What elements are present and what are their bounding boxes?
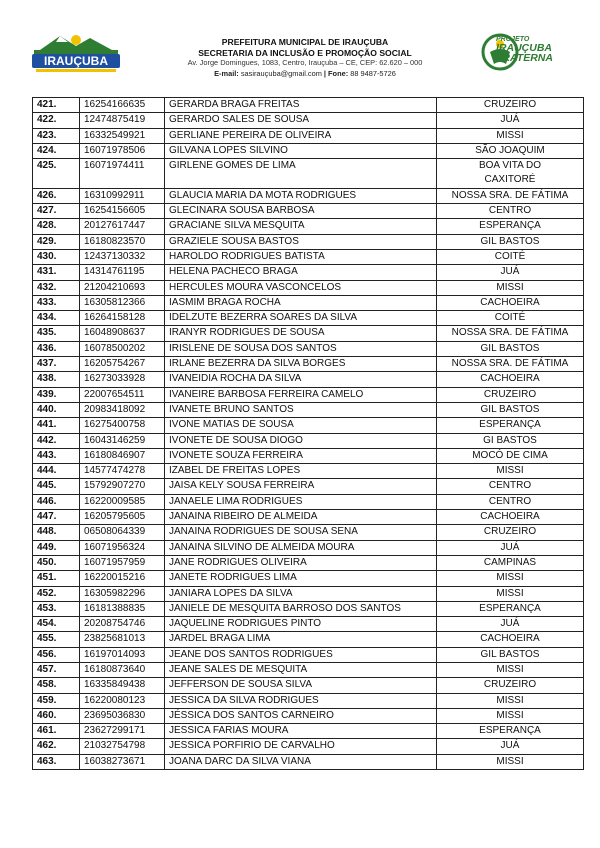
locality: MISSI [437, 128, 584, 143]
address-line: Av. Jorge Domingues, 1083, Centro, Irauçuba – CE, CEP: 62.620 – 000 [187, 58, 423, 67]
project-name-line-1: IRAUÇUBA [496, 42, 552, 54]
locality: MISSI [437, 693, 584, 708]
phone-label: | Fone: [323, 68, 349, 78]
nis-code: 16220009585 [80, 494, 165, 509]
table-row [33, 249, 584, 264]
letterhead [0, 0, 600, 92]
locality: NOSSA SRA. DE FÁTIMA [437, 357, 584, 372]
nis-code: 16071978506 [80, 143, 165, 158]
table-row [33, 647, 584, 662]
beneficiary-name: IVONE MATIAS DE SOUSA [165, 418, 437, 433]
table-row [33, 601, 584, 616]
beneficiary-name: IASMIM BRAGA ROCHA [165, 295, 437, 310]
row-number: 459. [33, 693, 80, 708]
beneficiary-name: JARDEL BRAGA LIMA [165, 632, 437, 647]
beneficiary-name: HELENA PACHECO BRAGA [165, 265, 437, 280]
locality: CENTRO [437, 479, 584, 494]
nis-code: 16220080123 [80, 693, 165, 708]
beneficiary-name: GILVANA LOPES SILVINO [165, 143, 437, 158]
beneficiary-table-body [33, 98, 584, 770]
table-row [33, 372, 584, 387]
locality: MISSI [437, 280, 584, 295]
secretaria-title: SECRETARIA DA INCLUSÃO E PROMOÇÃO SOCIAL [198, 47, 412, 58]
beneficiary-name: JEFFERSON DE SOUSA SILVA [165, 678, 437, 693]
locality: GIL BASTOS [437, 234, 584, 249]
locality: CACHOEIRA [437, 632, 584, 647]
row-number: 426. [33, 188, 80, 203]
nis-code: 23627299171 [80, 724, 165, 739]
nis-code: 16048908637 [80, 326, 165, 341]
beneficiary-name: IRLANE BEZERRA DA SILVA BORGES [165, 357, 437, 372]
row-number: 437. [33, 357, 80, 372]
locality: MISSI [437, 662, 584, 677]
row-number: 462. [33, 739, 80, 754]
locality: CENTRO [437, 204, 584, 219]
nis-code: 12474875419 [80, 113, 165, 128]
nis-code: 16254156605 [80, 204, 165, 219]
beneficiary-name: GERARDA BRAGA FREITAS [165, 98, 437, 113]
table-row [33, 265, 584, 280]
row-number: 455. [33, 632, 80, 647]
nis-code: 06508064339 [80, 525, 165, 540]
nis-code: 16275400758 [80, 418, 165, 433]
locality: ESPERANÇA [437, 601, 584, 616]
locality: NOSSA SRA. DE FÁTIMA [437, 326, 584, 341]
locality: ESPERANÇA [437, 418, 584, 433]
beneficiary-name: JEANE DOS SANTOS RODRIGUES [165, 647, 437, 662]
locality: CAMPINAS [437, 555, 584, 570]
table-row [33, 159, 584, 189]
email-value: sasirauçuba@gmail.com [240, 68, 322, 78]
beneficiary-name: GLAUCIA MARIA DA MOTA RODRIGUES [165, 188, 437, 203]
prefeitura-iraucuba-logo [30, 30, 122, 74]
table-row [33, 311, 584, 326]
table-row [33, 724, 584, 739]
table-row [33, 418, 584, 433]
letterhead-text [140, 37, 470, 79]
locality: GI BASTOS [437, 433, 584, 448]
row-number: 443. [33, 448, 80, 463]
project-name-line-2: FRATERNA [496, 52, 553, 64]
table-row [33, 540, 584, 555]
table-row [33, 98, 584, 113]
locality: CRUZEIRO [437, 387, 584, 402]
nis-code: 16038273671 [80, 754, 165, 769]
nis-code: 16273033928 [80, 372, 165, 387]
table-row [33, 402, 584, 417]
row-number: 451. [33, 571, 80, 586]
project-label: PROJETO [496, 36, 530, 43]
locality: JUÁ [437, 265, 584, 280]
beneficiary-name: IVANEIDIA ROCHA DA SILVA [165, 372, 437, 387]
locality: CRUZEIRO [437, 678, 584, 693]
row-number: 440. [33, 402, 80, 417]
locality: MISSI [437, 754, 584, 769]
nis-code: 16071974411 [80, 159, 165, 189]
beneficiary-name: GRACIANE SILVA MESQUITA [165, 219, 437, 234]
locality: GIL BASTOS [437, 341, 584, 356]
beneficiary-name: HERCULES MOURA VASCONCELOS [165, 280, 437, 295]
row-number: 461. [33, 724, 80, 739]
nis-code: 23825681013 [80, 632, 165, 647]
locality: CENTRO [437, 494, 584, 509]
nis-code: 16205795605 [80, 510, 165, 525]
row-number: 421. [33, 98, 80, 113]
nis-code: 16078500202 [80, 341, 165, 356]
table-row [33, 662, 584, 677]
row-number: 453. [33, 601, 80, 616]
nis-code: 21032754798 [80, 739, 165, 754]
beneficiary-name: JANETE RODRIGUES LIMA [165, 571, 437, 586]
beneficiary-name: JANIELE DE MESQUITA BARROSO DOS SANTOS [165, 601, 437, 616]
locality: JUÁ [437, 739, 584, 754]
table-row [33, 326, 584, 341]
row-number: 425. [33, 159, 80, 189]
row-number: 456. [33, 647, 80, 662]
beneficiary-name: JAQUELINE RODRIGUES PINTO [165, 617, 437, 632]
nis-code: 20983418092 [80, 402, 165, 417]
table-row [33, 708, 584, 723]
nis-code: 16310992911 [80, 188, 165, 203]
locality: MISSI [437, 708, 584, 723]
row-number: 448. [33, 525, 80, 540]
locality [437, 159, 584, 189]
table-row [33, 555, 584, 570]
row-number: 435. [33, 326, 80, 341]
beneficiary-name: JESSICA FARIAS MOURA [165, 724, 437, 739]
row-number: 446. [33, 494, 80, 509]
nis-code: 16180873640 [80, 662, 165, 677]
row-number: 433. [33, 295, 80, 310]
locality: CACHOEIRA [437, 510, 584, 525]
locality: JUÁ [437, 113, 584, 128]
row-number: 463. [33, 754, 80, 769]
table-row [33, 113, 584, 128]
beneficiary-table [32, 97, 584, 770]
nis-code: 16205754267 [80, 357, 165, 372]
svg-text:IRAUÇUBA: IRAUÇUBA [44, 54, 108, 68]
table-row [33, 128, 584, 143]
row-number: 457. [33, 662, 80, 677]
locality: CRUZEIRO [437, 98, 584, 113]
beneficiary-name: IVONETE DE SOUSA DIOGO [165, 433, 437, 448]
table-row [33, 525, 584, 540]
row-number: 431. [33, 265, 80, 280]
table-row [33, 188, 584, 203]
nis-code: 14577474278 [80, 464, 165, 479]
table-row [33, 280, 584, 295]
nis-code: 16043146259 [80, 433, 165, 448]
row-number: 423. [33, 128, 80, 143]
locality: ESPERANÇA [437, 724, 584, 739]
nis-code: 16180823570 [80, 234, 165, 249]
table-row [33, 204, 584, 219]
table-row [33, 693, 584, 708]
locality: GIL BASTOS [437, 647, 584, 662]
beneficiary-name: GIRLENE GOMES DE LIMA [165, 159, 437, 189]
beneficiary-name: IZABEL DE FREITAS LOPES [165, 464, 437, 479]
locality: GIL BASTOS [437, 402, 584, 417]
table-row [33, 754, 584, 769]
row-number: 442. [33, 433, 80, 448]
locality: MISSI [437, 586, 584, 601]
locality: MISSI [437, 571, 584, 586]
locality: CACHOEIRA [437, 295, 584, 310]
table-row [33, 387, 584, 402]
locality: CRUZEIRO [437, 525, 584, 540]
beneficiary-name: JANE RODRIGUES OLIVEIRA [165, 555, 437, 570]
row-number: 449. [33, 540, 80, 555]
row-number: 445. [33, 479, 80, 494]
nis-code: 15792907270 [80, 479, 165, 494]
row-number: 438. [33, 372, 80, 387]
nis-code: 14314761195 [80, 265, 165, 280]
beneficiary-name: GRAZIELE SOUSA BASTOS [165, 234, 437, 249]
row-number: 436. [33, 341, 80, 356]
locality: MOCÓ DE CIMA [437, 448, 584, 463]
beneficiary-name: JEANE SALES DE MESQUITA [165, 662, 437, 677]
table-row [33, 448, 584, 463]
row-number: 439. [33, 387, 80, 402]
row-number: 447. [33, 510, 80, 525]
nis-code: 16332549921 [80, 128, 165, 143]
nis-code: 16181388835 [80, 601, 165, 616]
contact-line [140, 69, 470, 80]
locality-line-2: CAXITORÉ [484, 174, 536, 186]
table-row [33, 433, 584, 448]
row-number: 460. [33, 708, 80, 723]
row-number: 450. [33, 555, 80, 570]
table-row [33, 678, 584, 693]
nis-code: 16180846907 [80, 448, 165, 463]
email-label: E-mail: [214, 68, 239, 78]
nis-code: 22007654511 [80, 387, 165, 402]
beneficiary-name: JANAELE LIMA RODRIGUES [165, 494, 437, 509]
beneficiary-name: JAISA KELY SOUSA FERREIRA [165, 479, 437, 494]
row-number: 432. [33, 280, 80, 295]
beneficiary-name: JÉSSICA DOS SANTOS CARNEIRO [165, 708, 437, 723]
nis-code: 20208754746 [80, 617, 165, 632]
row-number: 441. [33, 418, 80, 433]
table-row [33, 586, 584, 601]
table-row [33, 632, 584, 647]
locality: JUÁ [437, 617, 584, 632]
beneficiary-name: JOANA DARC DA SILVA VIANA [165, 754, 437, 769]
beneficiary-name: IVANETE BRUNO SANTOS [165, 402, 437, 417]
nis-code: 16264158128 [80, 311, 165, 326]
nis-code: 16071957959 [80, 555, 165, 570]
beneficiary-name: GERLIANE PEREIRA DE OLIVEIRA [165, 128, 437, 143]
nis-code: 16071956324 [80, 540, 165, 555]
beneficiary-name: IRANYR RODRIGUES DE SOUSA [165, 326, 437, 341]
beneficiary-name: GERARDO SALES DE SOUSA [165, 113, 437, 128]
nis-code: 20127617447 [80, 219, 165, 234]
row-number: 428. [33, 219, 80, 234]
locality: JUÁ [437, 540, 584, 555]
nis-code: 16254166635 [80, 98, 165, 113]
table-row [33, 617, 584, 632]
nis-code: 12437130332 [80, 249, 165, 264]
table-row [33, 464, 584, 479]
beneficiary-name: JANAINA SILVINO DE ALMEIDA MOURA [165, 540, 437, 555]
nis-code: 16197014093 [80, 647, 165, 662]
beneficiary-name: IVANEIRE BARBOSA FERREIRA CAMELO [165, 387, 437, 402]
row-number: 427. [33, 204, 80, 219]
row-number: 424. [33, 143, 80, 158]
locality: ESPERANÇA [437, 219, 584, 234]
row-number: 458. [33, 678, 80, 693]
row-number: 434. [33, 311, 80, 326]
table-row [33, 494, 584, 509]
beneficiary-name: IDELZUTE BEZERRA SOARES DA SILVA [165, 311, 437, 326]
locality: COITÉ [437, 311, 584, 326]
table-row [33, 571, 584, 586]
beneficiary-name: JANIARA LOPES DA SILVA [165, 586, 437, 601]
table-row [33, 341, 584, 356]
beneficiary-name: GLECINARA SOUSA BARBOSA [165, 204, 437, 219]
table-row [33, 219, 584, 234]
locality: CACHOEIRA [437, 372, 584, 387]
row-number: 454. [33, 617, 80, 632]
table-row [33, 295, 584, 310]
locality: NOSSA SRA. DE FÁTIMA [437, 188, 584, 203]
nis-code: 16305982296 [80, 586, 165, 601]
table-row [33, 739, 584, 754]
row-number: 430. [33, 249, 80, 264]
nis-code: 16335849438 [80, 678, 165, 693]
locality: COITÉ [437, 249, 584, 264]
table-row [33, 357, 584, 372]
row-number: 452. [33, 586, 80, 601]
prefeitura-title: PREFEITURA MUNICIPAL DE IRAUÇUBA [221, 37, 389, 47]
phone-value: 88 9487-5726 [350, 68, 396, 78]
table-row [33, 234, 584, 249]
beneficiary-name: IRISLENE DE SOUSA DOS SANTOS [165, 341, 437, 356]
table-row [33, 143, 584, 158]
locality-line-1: BOA VITA DO [478, 160, 542, 172]
beneficiary-name: JANAINA RIBEIRO DE ALMEIDA [165, 510, 437, 525]
beneficiary-name: HAROLDO RODRIGUES BATISTA [165, 249, 437, 264]
row-number: 444. [33, 464, 80, 479]
beneficiary-name: JANAINA RODRIGUES DE SOUSA SENA [165, 525, 437, 540]
nis-code: 16305812366 [80, 295, 165, 310]
row-number: 429. [33, 234, 80, 249]
project-name [496, 43, 553, 63]
table-row [33, 510, 584, 525]
locality: MISSI [437, 464, 584, 479]
table-row [33, 479, 584, 494]
nis-code: 23695036830 [80, 708, 165, 723]
nis-code: 16220015216 [80, 571, 165, 586]
row-number: 422. [33, 113, 80, 128]
beneficiary-name: JESSICA PORFIRIO DE CARVALHO [165, 739, 437, 754]
beneficiary-name: IVONETE SOUZA FERREIRA [165, 448, 437, 463]
locality: SÃO JOAQUIM [437, 143, 584, 158]
nis-code: 21204210693 [80, 280, 165, 295]
beneficiary-name: JESSICA DA SILVA RODRIGUES [165, 693, 437, 708]
